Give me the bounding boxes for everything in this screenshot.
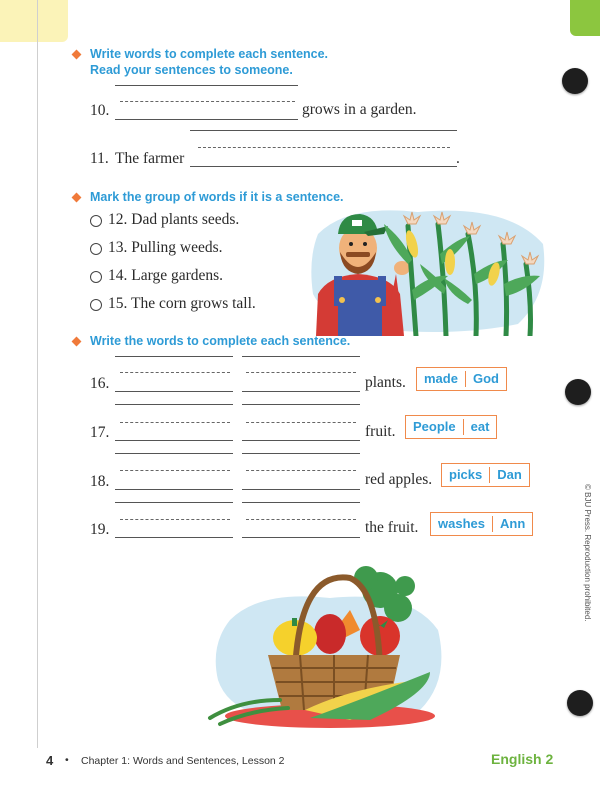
page-number: 4 (46, 753, 54, 768)
chapter-title: Chapter 1: Words and Sentences, Lesson 2 (81, 755, 285, 767)
page-tab-left (0, 0, 68, 42)
choice-12: 12. Dad plants seeds. (108, 211, 240, 228)
radio-14[interactable] (90, 271, 102, 283)
item-number: 16. (90, 375, 110, 392)
answer-line-11[interactable] (190, 166, 457, 167)
word-bank-word: made (424, 371, 458, 386)
writing-mid-line (246, 422, 356, 423)
writing-mid-line (120, 519, 230, 520)
writing-mid-line (246, 470, 356, 471)
choice-15: 15. The corn grows tall. (108, 295, 256, 312)
writing-descender-line (242, 404, 360, 405)
item-number: 18. (90, 473, 110, 490)
answer-line-18b[interactable] (242, 489, 360, 490)
binder-hole (565, 379, 591, 405)
writing-descender-line (115, 404, 233, 405)
page-tab-right (570, 0, 600, 36)
sentence-text: grows in a garden. (302, 101, 417, 118)
item-number: 19. (90, 521, 110, 538)
writing-top-line (190, 130, 457, 131)
writing-mid-line (246, 372, 356, 373)
answer-line-18a[interactable] (115, 489, 233, 490)
word-bank-word: Ann (499, 516, 526, 531)
writing-mid-line (120, 372, 230, 373)
radio-13[interactable] (90, 243, 102, 255)
radio-15[interactable] (90, 299, 102, 311)
instruction-3: Write the words to complete each sentence. (90, 334, 351, 348)
item-number: 10. (90, 102, 110, 119)
word-bank-word: washes (438, 516, 485, 531)
bullet-diamond-icon (72, 50, 82, 60)
writing-mid-line (198, 147, 450, 148)
word-bank-16 (416, 367, 507, 391)
vegetable-basket-illustration (200, 560, 450, 732)
bullet-diamond-icon (72, 193, 82, 203)
answer-line-10[interactable] (115, 119, 298, 120)
sentence-text: red apples. (365, 471, 433, 488)
radio-12[interactable] (90, 215, 102, 227)
word-bank-19 (430, 512, 533, 536)
writing-mid-line (120, 470, 230, 471)
answer-line-17a[interactable] (115, 440, 233, 441)
word-bank-word: Dan (497, 467, 522, 482)
footer-bullet: • (65, 754, 69, 766)
word-bank-word: People (413, 419, 456, 434)
writing-descender-line (242, 502, 360, 503)
word-bank-17 (405, 415, 497, 439)
bullet-diamond-icon (72, 337, 82, 347)
word-bank-word: picks (449, 467, 483, 482)
item-number: 11. (90, 150, 109, 167)
writing-top-line (115, 85, 298, 86)
sentence-text: plants. (365, 374, 406, 391)
writing-descender-line (115, 502, 233, 503)
writing-top-line (242, 356, 360, 357)
answer-line-19b[interactable] (242, 537, 360, 538)
instruction-2: Mark the group of words if it is a sentence. (90, 190, 344, 204)
answer-line-19a[interactable] (115, 537, 233, 538)
sentence-text: The farmer (115, 150, 185, 167)
margin-line (37, 0, 38, 748)
word-bank-word: God (472, 371, 499, 386)
instruction-1: Write words to complete each sentence. Read your sentences to someone. (90, 47, 329, 77)
farmer-with-corn-illustration (308, 204, 550, 336)
sentence-text: fruit. (365, 423, 396, 440)
writing-descender-line (242, 453, 360, 454)
binder-hole (562, 68, 588, 94)
writing-top-line (115, 356, 233, 357)
item-number: 17. (90, 424, 110, 441)
answer-line-16a[interactable] (115, 391, 233, 392)
writing-descender-line (115, 453, 233, 454)
sentence-period: . (456, 150, 460, 167)
sentence-text: the fruit. (365, 519, 419, 536)
writing-mid-line (120, 422, 230, 423)
choice-14: 14. Large gardens. (108, 267, 224, 284)
word-bank-18 (441, 463, 530, 487)
answer-line-16b[interactable] (242, 391, 360, 392)
binder-hole (567, 690, 593, 716)
writing-mid-line (246, 519, 356, 520)
writing-mid-line (120, 101, 295, 102)
answer-line-17b[interactable] (242, 440, 360, 441)
book-title: English 2 (491, 751, 554, 767)
copyright-notice: © BJU Press. Reproduction prohibited. (583, 484, 592, 622)
word-bank-word: eat (470, 419, 490, 434)
choice-13: 13. Pulling weeds. (108, 239, 223, 256)
